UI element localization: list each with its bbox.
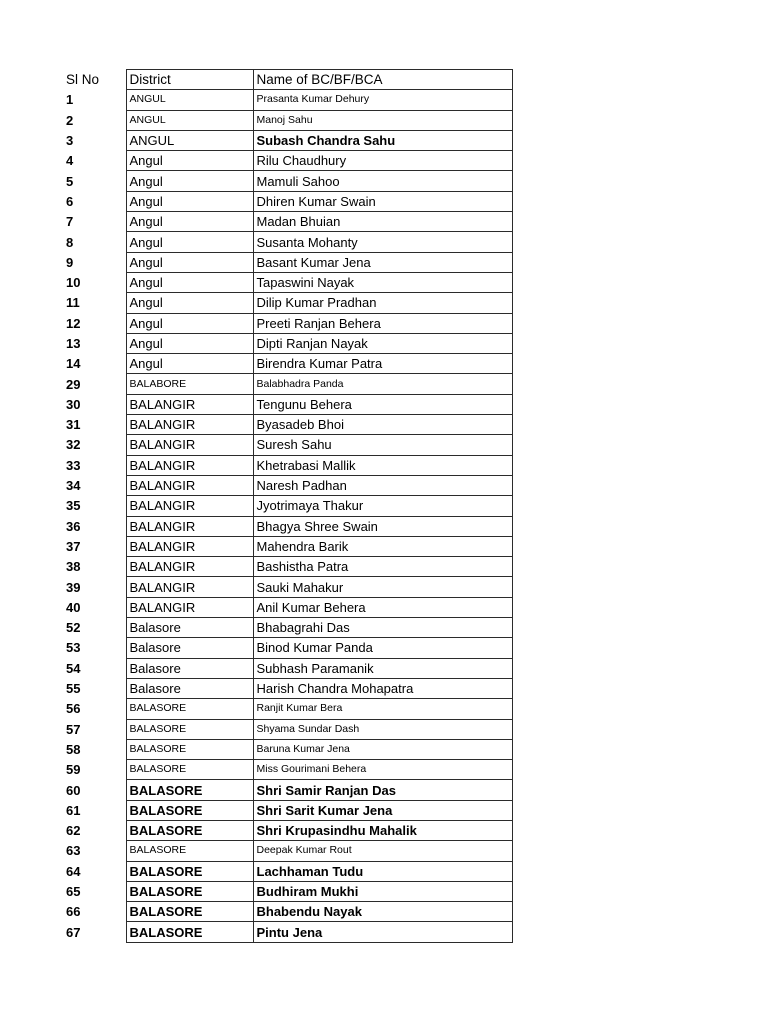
row-district: BALANGIR (126, 415, 253, 435)
row-name: Tapaswini Nayak (253, 272, 512, 292)
table-row (64, 577, 512, 597)
row-district: BALABORE (126, 374, 253, 394)
row-name: Bashistha Patra (253, 557, 512, 577)
row-name: Bhabendu Nayak (253, 902, 512, 922)
row-district: BALANGIR (126, 536, 253, 556)
row-sl-no: 58 (66, 741, 81, 757)
row-name: Subhash Paramanik (253, 658, 512, 678)
row-sl-no: 61 (66, 802, 81, 818)
row-district: BALASORE (126, 780, 253, 800)
row-name: Deepak Kumar Rout (253, 841, 512, 861)
row-name: Naresh Padhan (253, 475, 512, 495)
table-row (64, 557, 512, 577)
row-name: Suresh Sahu (253, 435, 512, 455)
table-row (64, 699, 512, 719)
table-row (64, 780, 512, 800)
row-name: Anil Kumar Behera (253, 597, 512, 617)
table-row (64, 130, 512, 150)
row-sl-no: 53 (66, 640, 81, 656)
row-sl-no: 6 (66, 193, 74, 209)
table-row (64, 597, 512, 617)
table-row (64, 252, 512, 272)
row-sl-no: 32 (66, 437, 81, 453)
row-sl-no: 7 (66, 214, 74, 230)
row-sl-no: 55 (66, 681, 81, 697)
row-name: Balabhadra Panda (253, 374, 512, 394)
row-sl-no: 31 (66, 417, 81, 433)
row-district: Balasore (126, 678, 253, 698)
row-district: BALASORE (126, 739, 253, 759)
row-district: Angul (126, 354, 253, 374)
row-name: Susanta Mohanty (253, 232, 512, 252)
row-sl-no: 14 (66, 356, 81, 372)
row-district: Angul (126, 313, 253, 333)
row-district: Angul (126, 151, 253, 171)
row-sl-no: 9 (66, 254, 74, 270)
table-row (64, 374, 512, 394)
row-district: BALASORE (126, 881, 253, 901)
row-name: Jyotrimaya Thakur (253, 496, 512, 516)
spreadsheet-page (64, 69, 513, 943)
row-name: Sauki Mahakur (253, 577, 512, 597)
table-row (64, 536, 512, 556)
row-name: Lachhaman Tudu (253, 861, 512, 881)
row-name: Dilip Kumar Pradhan (253, 293, 512, 313)
row-district: BALANGIR (126, 455, 253, 475)
row-name: Shyama Sundar Dash (253, 719, 512, 739)
table-row (64, 333, 512, 353)
table-body (64, 90, 512, 942)
row-sl-no: 54 (66, 660, 81, 676)
table-row (64, 90, 512, 110)
bc-list-table (64, 69, 513, 943)
row-district: BALASORE (126, 841, 253, 861)
row-sl-no: 2 (66, 112, 74, 128)
table-row (64, 638, 512, 658)
row-name: Baruna Kumar Jena (253, 739, 512, 759)
table-row (64, 719, 512, 739)
table-row (64, 171, 512, 191)
row-sl-no: 65 (66, 884, 81, 900)
row-sl-no: 60 (66, 782, 81, 798)
table-row (64, 354, 512, 374)
table-row (64, 861, 512, 881)
row-sl-no: 57 (66, 721, 81, 737)
row-district: BALANGIR (126, 597, 253, 617)
table-row (64, 820, 512, 840)
row-sl-no: 62 (66, 823, 81, 839)
table-row (64, 739, 512, 759)
table-row (64, 678, 512, 698)
row-name: Madan Bhuian (253, 212, 512, 232)
table-header-row (64, 70, 512, 90)
row-name: Mahendra Barik (253, 536, 512, 556)
table-row (64, 212, 512, 232)
row-sl-no: 12 (66, 315, 81, 331)
row-name: Budhiram Mukhi (253, 881, 512, 901)
row-sl-no: 63 (66, 843, 81, 859)
row-sl-no: 5 (66, 173, 74, 189)
row-sl-no: 8 (66, 234, 74, 250)
table-row (64, 800, 512, 820)
table-row (64, 922, 512, 942)
row-sl-no: 40 (66, 599, 81, 615)
table-row (64, 902, 512, 922)
row-district: Balasore (126, 658, 253, 678)
row-district: BALANGIR (126, 516, 253, 536)
row-district: Angul (126, 232, 253, 252)
row-district: BALASORE (126, 820, 253, 840)
row-sl-no: 36 (66, 518, 81, 534)
row-district: ANGUL (126, 110, 253, 130)
row-sl-no: 52 (66, 620, 81, 636)
header-sl-no: Sl No (66, 72, 100, 88)
row-name: Subash Chandra Sahu (253, 130, 512, 150)
table-row (64, 110, 512, 130)
row-name: Prasanta Kumar Dehury (253, 90, 512, 110)
row-district: BALANGIR (126, 394, 253, 414)
row-district: Angul (126, 333, 253, 353)
table-row (64, 313, 512, 333)
row-district: BALASORE (126, 902, 253, 922)
row-sl-no: 38 (66, 559, 81, 575)
table-row (64, 496, 512, 516)
row-district: BALASORE (126, 760, 253, 780)
row-name: Shri Sarit Kumar Jena (253, 800, 512, 820)
table-row (64, 618, 512, 638)
row-name: Bhabagrahi Das (253, 618, 512, 638)
table-row (64, 415, 512, 435)
table-row (64, 455, 512, 475)
row-name: Preeti Ranjan Behera (253, 313, 512, 333)
row-sl-no: 67 (66, 924, 81, 940)
row-district: Angul (126, 171, 253, 191)
row-district: BALASORE (126, 699, 253, 719)
table-row (64, 658, 512, 678)
row-sl-no: 29 (66, 376, 81, 392)
row-sl-no: 30 (66, 396, 81, 412)
table-row (64, 475, 512, 495)
row-name: Shri Samir Ranjan Das (253, 780, 512, 800)
table-row (64, 151, 512, 171)
row-name: Manoj Sahu (253, 110, 512, 130)
row-district: BALANGIR (126, 475, 253, 495)
row-sl-no: 33 (66, 457, 81, 473)
row-district: BALANGIR (126, 496, 253, 516)
row-name: Bhagya Shree Swain (253, 516, 512, 536)
table-row (64, 293, 512, 313)
table-row (64, 435, 512, 455)
row-district: ANGUL (126, 130, 253, 150)
row-sl-no: 35 (66, 498, 81, 514)
row-name: Birendra Kumar Patra (253, 354, 512, 374)
row-sl-no: 66 (66, 904, 81, 920)
table-row (64, 272, 512, 292)
row-district: BALANGIR (126, 577, 253, 597)
table-row (64, 191, 512, 211)
row-sl-no: 4 (66, 153, 74, 169)
row-district: Balasore (126, 618, 253, 638)
row-district: Balasore (126, 638, 253, 658)
row-name: Harish Chandra Mohapatra (253, 678, 512, 698)
row-name: Pintu Jena (253, 922, 512, 942)
row-sl-no: 11 (66, 295, 80, 311)
row-name: Byasadeb Bhoi (253, 415, 512, 435)
row-sl-no: 59 (66, 762, 81, 778)
row-name: Tengunu Behera (253, 394, 512, 414)
row-district: Angul (126, 191, 253, 211)
table-row (64, 841, 512, 861)
table-row (64, 516, 512, 536)
table-row (64, 881, 512, 901)
row-name: Basant Kumar Jena (253, 252, 512, 272)
row-district: BALANGIR (126, 557, 253, 577)
row-sl-no: 1 (66, 92, 74, 108)
row-name: Rilu Chaudhury (253, 151, 512, 171)
row-name: Mamuli Sahoo (253, 171, 512, 191)
row-district: BALASORE (126, 922, 253, 942)
row-sl-no: 10 (66, 275, 81, 291)
row-sl-no: 56 (66, 701, 81, 717)
table-row (64, 232, 512, 252)
row-sl-no: 34 (66, 478, 81, 494)
row-sl-no: 64 (66, 863, 81, 879)
row-name: Dhiren Kumar Swain (253, 191, 512, 211)
row-name: Shri Krupasindhu Mahalik (253, 820, 512, 840)
row-name: Ranjit Kumar Bera (253, 699, 512, 719)
row-name: Binod Kumar Panda (253, 638, 512, 658)
row-name: Miss Gourimani Behera (253, 760, 512, 780)
header-district: District (126, 70, 253, 90)
row-sl-no: 3 (66, 133, 74, 149)
row-district: Angul (126, 293, 253, 313)
row-district: BALASORE (126, 861, 253, 881)
row-district: Angul (126, 272, 253, 292)
row-name: Dipti Ranjan Nayak (253, 333, 512, 353)
header-name: Name of BC/BF/BCA (253, 70, 512, 90)
row-district: BALANGIR (126, 435, 253, 455)
table-row (64, 394, 512, 414)
row-name: Khetrabasi Mallik (253, 455, 512, 475)
row-district: BALASORE (126, 800, 253, 820)
row-district: Angul (126, 212, 253, 232)
row-district: ANGUL (126, 90, 253, 110)
row-district: Angul (126, 252, 253, 272)
table-row (64, 760, 512, 780)
row-district: BALASORE (126, 719, 253, 739)
row-sl-no: 37 (66, 538, 81, 554)
row-sl-no: 39 (66, 579, 81, 595)
row-sl-no: 13 (66, 336, 81, 351)
